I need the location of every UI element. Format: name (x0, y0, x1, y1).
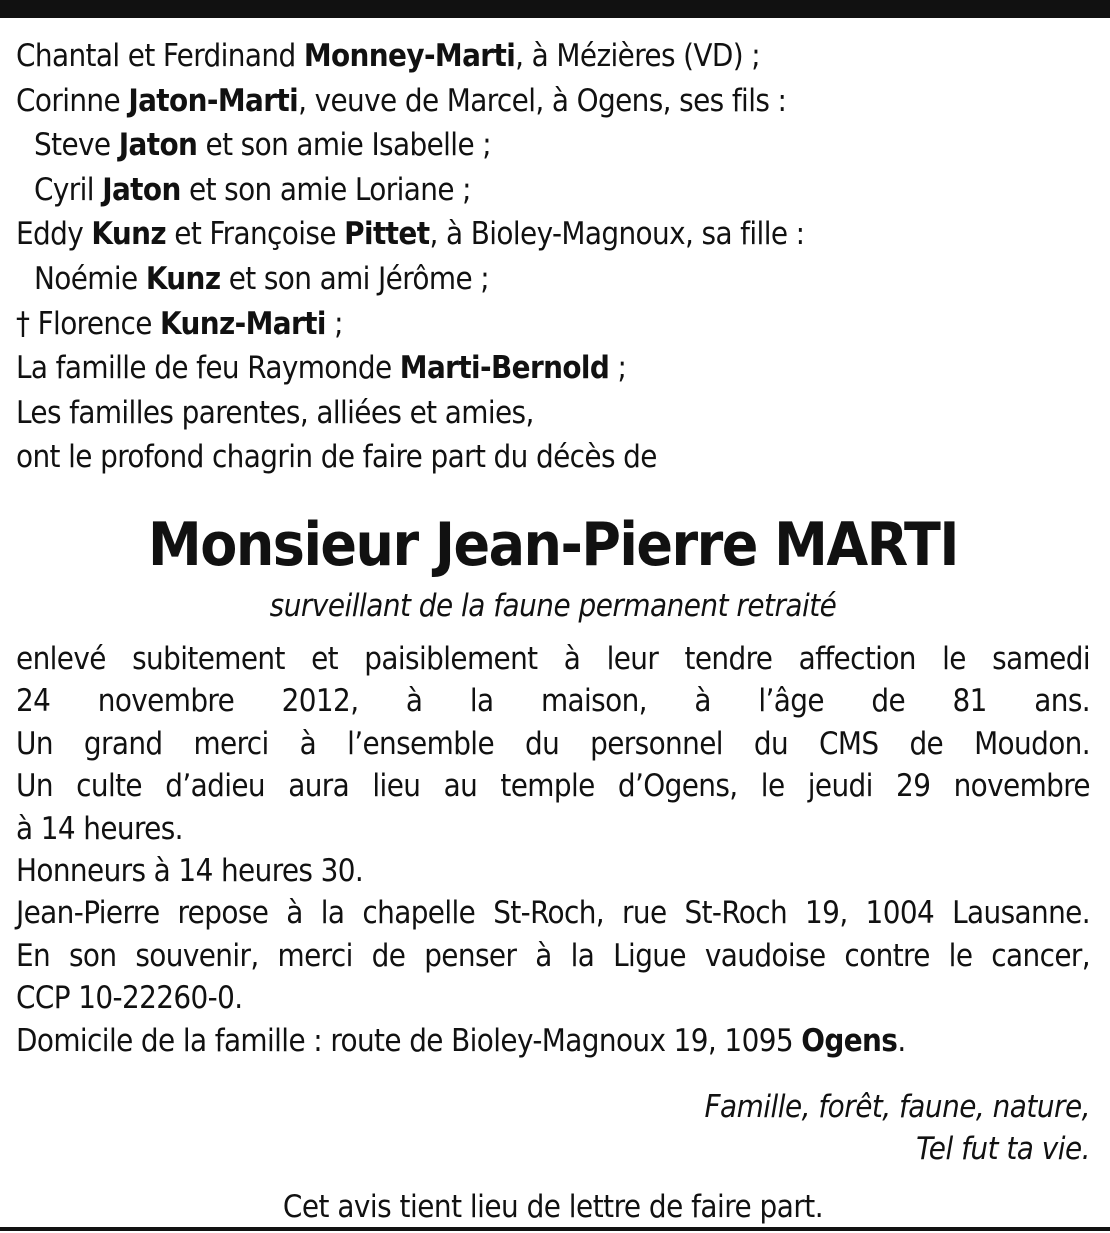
family-text: Chantal et Ferdinand (16, 38, 304, 74)
family-text: ont le profond chagrin de faire part du décès de (16, 439, 657, 476)
body-line: CCP 10-22260-0. (16, 980, 243, 1017)
deceased-profession: surveillant de la faune permanent retraité (269, 587, 837, 624)
family-line (16, 34, 1090, 79)
bottom-rule (0, 1227, 1110, 1231)
closing-note: Cet avis tient lieu de lettre de faire part. (282, 1189, 824, 1225)
body-line: enlevé subitement et paisiblement à leur tendre affection le samedi (16, 640, 1090, 677)
family-surname: Jaton-Marti (128, 82, 299, 119)
epitaph-line-1: Famille, forêt, faune, nature, (704, 1089, 1090, 1125)
body-line: à 14 heures. (16, 810, 183, 847)
family-line (16, 391, 1090, 436)
body-line: Honneurs à 14 heures 30. (16, 852, 364, 889)
body-line: Jean-Pierre repose à la chapelle St-Roch, rue St-Roch 19, 1004 Lausanne. (16, 895, 1090, 932)
family-text: Corinne (16, 82, 129, 119)
family-text: Noémie (34, 260, 146, 297)
family-surname: Monney-Marti (303, 38, 516, 74)
family-text: Cyril (34, 171, 103, 208)
family-text: , à Mézières (VD) ; (515, 38, 761, 74)
family-surname: Kunz (145, 260, 221, 297)
family-text: et son amie Loriane ; (180, 171, 471, 208)
family-surname: Jaton (118, 127, 198, 164)
epitaph (16, 1086, 1090, 1170)
family-text: Steve (34, 127, 119, 164)
body-line: Un culte d’adieu aura lieu au temple d’Ogens, le jeudi 29 novembre (16, 768, 1090, 805)
family-line (16, 79, 1090, 124)
family-text: , veuve de Marcel, à Ogens, ses fils : (298, 82, 787, 119)
domicile-town: Ogens (801, 1022, 898, 1059)
family-surname: Kunz (91, 216, 167, 253)
body-line: En son souvenir, merci de penser à la Ligue vaudoise contre le cancer, (16, 937, 1090, 974)
epitaph-line-2: Tel fut ta vie. (916, 1131, 1090, 1167)
family-line (16, 435, 1090, 480)
family-line (16, 168, 1090, 213)
family-line (16, 123, 1090, 168)
family-surname: Marti-Bernold (399, 350, 610, 387)
family-surname: Pittet (344, 216, 430, 253)
family-text: et Françoise (166, 216, 345, 253)
family-line (16, 212, 1090, 257)
family-line (16, 302, 1090, 347)
family-surname: Kunz-Marti (160, 305, 326, 342)
family-list (16, 34, 1090, 480)
obituary-notice (16, 34, 1090, 1228)
family-text: ; (609, 350, 627, 387)
family-text: et son amie Isabelle ; (197, 127, 492, 164)
family-text: , à Bioley-Magnoux, sa fille : (429, 216, 805, 253)
family-line (16, 257, 1090, 302)
family-text: ; (325, 305, 343, 342)
family-text: La famille de feu Raymonde (16, 350, 400, 387)
family-line (16, 346, 1090, 391)
announcement-body (16, 638, 1090, 1020)
family-text: Les familles parentes, alliées et amies, (16, 394, 534, 431)
family-text: Eddy (16, 216, 92, 253)
top-rule (0, 0, 1110, 18)
family-domicile (16, 1020, 1090, 1062)
deceased-name: Monsieur Jean-Pierre MARTI (148, 509, 958, 580)
domicile-address: Domicile de la famille : route de Bioley-Magnoux 19, 1095 (16, 1022, 802, 1059)
body-line: Un grand merci à l’ensemble du personnel du CMS de Moudon. (16, 725, 1090, 762)
family-surname: Jaton (102, 171, 181, 208)
family-text: et son ami Jérôme ; (220, 260, 490, 297)
domicile-suffix: . (897, 1022, 906, 1059)
family-text: † Florence (16, 305, 161, 342)
body-line: 24 novembre 2012, à la maison, à l’âge de 81 ans. (16, 683, 1090, 720)
